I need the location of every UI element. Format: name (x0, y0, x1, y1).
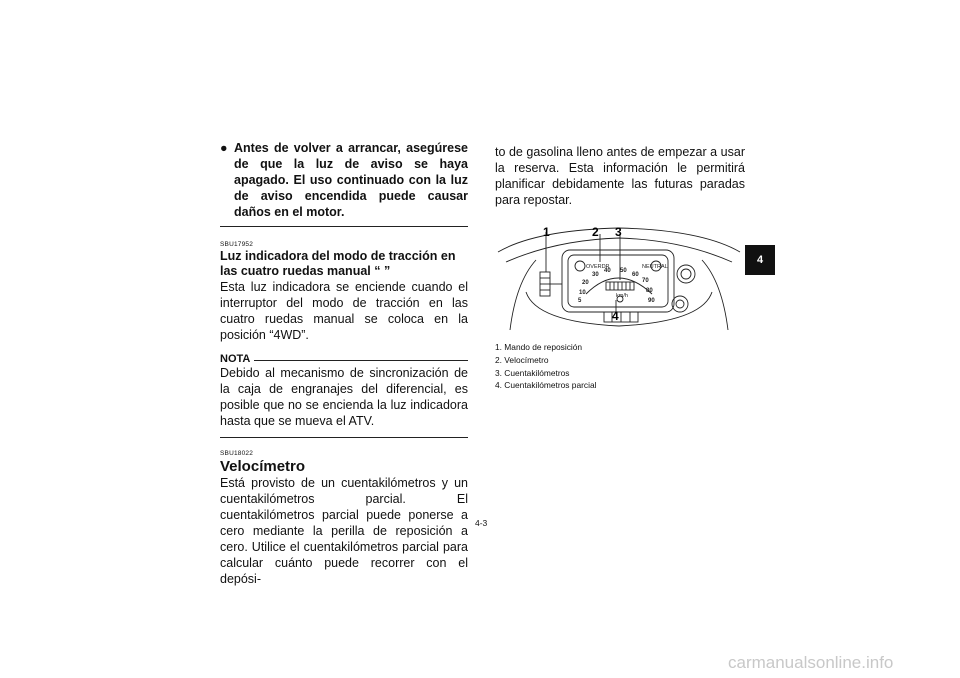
dial-label: 50 (620, 268, 627, 274)
continued-text: to de gasolina lleno antes de empezar a usar la reserva. Esta información le permitirá planificar debidamente las futuras paradas para repostar. (495, 145, 745, 207)
watermark: carmanualsonline.info (728, 653, 894, 672)
section-body: Esta luz indicadora se enciende cuando el interruptor del modo de tracción en las cuatro ruedas manual se coloca en la posición “4WD”. (220, 280, 468, 342)
callout-1: 1 (543, 225, 550, 239)
dial-label: 10 (579, 290, 586, 296)
nota-end-rule (220, 437, 468, 438)
caption-4: 4. Cuentakilómetros parcial (495, 380, 597, 391)
warning-block (220, 140, 468, 220)
nota-header (220, 353, 468, 365)
caption-3: 3. Cuentakilómetros (495, 367, 570, 378)
overdrive-label: OVERDR (586, 264, 610, 270)
right-column (495, 144, 745, 208)
caption-1: 1. Mando de reposición (495, 342, 583, 352)
dial-label: 90 (648, 298, 655, 304)
dial-label: 60 (632, 272, 639, 278)
nota-rule (254, 360, 468, 361)
warning-bullet: ● (220, 141, 228, 155)
dial-label: 80 (646, 288, 653, 294)
chapter-tab: 4 (745, 245, 775, 275)
dial-label: 20 (582, 280, 589, 286)
dial-label: 5 (578, 298, 582, 304)
speedometer-illustration (496, 222, 742, 334)
warning-rule (220, 226, 468, 227)
nota-label: NOTA (220, 353, 251, 365)
callout-3: 3 (615, 225, 622, 239)
left-column (220, 140, 468, 587)
dial-label: 30 (592, 272, 599, 278)
warning-text: Antes de volver a arrancar, asegúrese de que la luz de aviso se haya apagado. El uso continuado con la luz de aviso encendida puede causar daños en el motor. (234, 141, 468, 219)
dial-label: 40 (604, 268, 611, 274)
neutral-label: NEUTRAL (642, 264, 668, 270)
nota-text: Debido al mecanismo de sincronización de la caja de engranajes del diferencial, es posible que no se encienda la luz indicadora hasta que se mueva el ATV. (220, 366, 468, 428)
callout-2: 2 (592, 225, 599, 239)
callout-4: 4 (612, 309, 619, 323)
speedometer-title: Velocímetro (220, 458, 306, 475)
speedometer-body: Está provisto de un cuentakilómetros y un cuentakilómetros parcial. El cuentakilómetros parcial puede ponerse a cero mediante la perilla de reposición a cero. Utilice el cuentakilómetros parcial para calcular cuánto puede recorrer con el depósi- (220, 476, 468, 586)
section-code-2: SBU18022 (220, 450, 254, 457)
section-title: Luz indicadora del modo de tracción en las cuatro ruedas manual “ ” (220, 249, 456, 278)
caption-2: 2. Velocímetro (495, 354, 549, 365)
figure-captions (495, 341, 596, 392)
unit-label: km/h (616, 293, 628, 299)
section-code: SBU17952 (220, 241, 254, 248)
dial-label: 70 (642, 278, 649, 284)
page-number: 4-3 (475, 518, 488, 528)
